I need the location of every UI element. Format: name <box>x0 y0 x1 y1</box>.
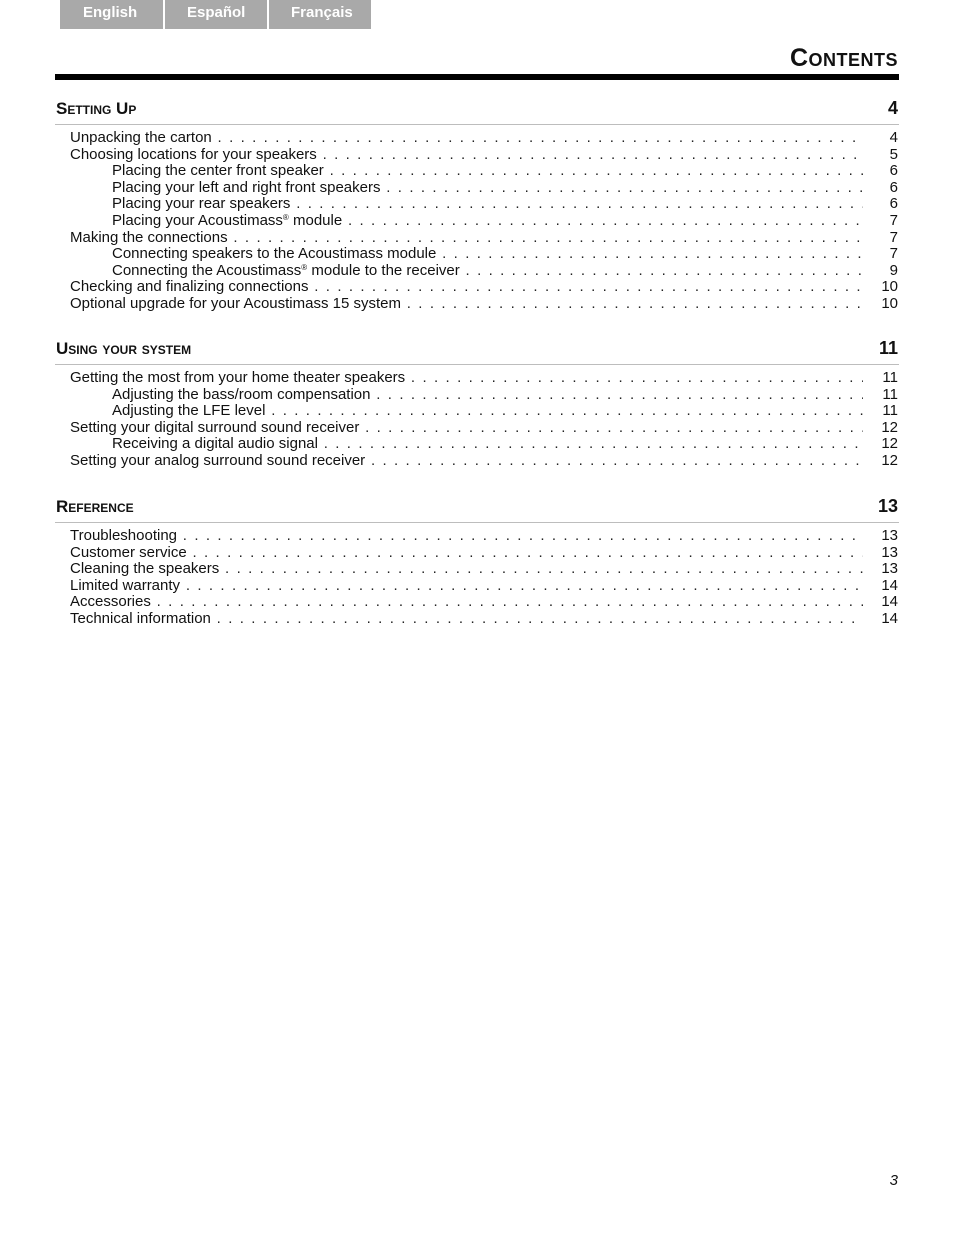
toc-subentry[interactable] <box>55 436 899 453</box>
toc-entry-label: Adjusting the bass/room compensation . . . <box>112 387 863 403</box>
toc-entry[interactable] <box>55 130 899 147</box>
toc-entry-page: 7 <box>889 245 898 263</box>
toc-entry-text-after: module <box>288 212 343 229</box>
toc-entry-page: 7 <box>889 228 898 246</box>
toc-entry[interactable] <box>55 279 899 296</box>
registered-mark: ® <box>282 212 289 222</box>
toc-entry-label: Limited warranty . . . <box>70 578 863 594</box>
toc-entry-page: 9 <box>889 261 898 279</box>
section-header <box>55 98 899 125</box>
toc-section-reference <box>55 496 899 628</box>
toc-entry-label: Troubleshooting . . . <box>70 528 863 544</box>
toc-entry-label: Receiving a digital audio signal . . . <box>112 436 863 452</box>
toc-entry[interactable] <box>55 420 899 437</box>
toc-entry-label <box>112 213 863 229</box>
toc-entry-label: Unpacking the carton . . . <box>70 130 863 146</box>
section-title[interactable]: Setting Up <box>56 99 137 118</box>
toc-subentry[interactable] <box>55 180 899 197</box>
toc-subentry[interactable] <box>55 163 899 180</box>
toc-entry-page: 11 <box>882 385 898 403</box>
page-number: 3 <box>889 1172 898 1189</box>
toc-subentry[interactable] <box>55 263 899 280</box>
toc-entry[interactable] <box>55 147 899 164</box>
toc-entry-page: 14 <box>881 609 898 627</box>
toc-entry-label: Customer service . . . <box>70 545 863 561</box>
toc-subentry[interactable] <box>55 213 899 230</box>
toc-entries <box>55 528 899 628</box>
toc-subentry[interactable] <box>55 387 899 404</box>
toc-entry-page: 14 <box>881 593 898 611</box>
toc-entry-page: 13 <box>881 543 898 561</box>
toc-entry[interactable] <box>55 545 899 562</box>
toc-entry-text: Connecting the Acoustimass <box>112 262 302 279</box>
toc-entry[interactable] <box>55 611 899 628</box>
section-page-number: 13 <box>877 496 898 516</box>
toc-entry-page: 11 <box>882 369 898 386</box>
section-header <box>55 338 899 365</box>
toc-entry-label: Setting your analog surround sound receiver . . . <box>70 453 863 469</box>
toc-entry-text: Placing your Acoustimass <box>112 212 283 229</box>
section-header <box>55 496 899 523</box>
toc-entry-label: Adjusting the LFE level . . . <box>112 403 863 419</box>
toc-entry[interactable] <box>55 296 899 313</box>
toc-entry[interactable] <box>55 578 899 595</box>
toc-entry-page: 10 <box>881 294 898 312</box>
toc-entry-label: Connecting speakers to the Acoustimass module . . . <box>112 246 863 262</box>
toc-entry-page: 13 <box>881 527 898 544</box>
toc-entry-label <box>112 263 863 279</box>
toc-section-using-your-system <box>55 338 899 470</box>
toc-entry[interactable] <box>55 370 899 387</box>
toc-entry[interactable] <box>55 230 899 247</box>
toc-entry[interactable] <box>55 453 899 470</box>
tab-espanol[interactable]: Español <box>165 0 267 29</box>
toc-entry-label: Technical information . . . <box>70 611 863 627</box>
toc-entry-label: Checking and finalizing connections . . . <box>70 279 863 295</box>
toc-subentry[interactable] <box>55 403 899 420</box>
tab-francais[interactable]: Français <box>269 0 371 29</box>
toc-entry-page: 12 <box>881 451 898 469</box>
toc-entry-page: 12 <box>881 435 898 453</box>
toc-entry-page: 11 <box>882 402 898 420</box>
tab-english[interactable]: English <box>60 0 163 29</box>
language-tabs <box>60 0 371 29</box>
toc-entry-page: 6 <box>889 195 898 213</box>
section-page-number: 11 <box>878 338 898 358</box>
toc-entry-page: 12 <box>881 418 898 436</box>
toc-entry-label: Placing your left and right front speakers . . . <box>112 180 863 196</box>
toc-entry-text-after: module to the receiver <box>307 262 460 279</box>
toc-entry-label: Cleaning the speakers . . . <box>70 561 863 577</box>
toc-entry-label: Optional upgrade for your Acoustimass 15 system . . . <box>70 296 863 312</box>
toc-entry-page: 13 <box>881 560 898 578</box>
toc-entry-page: 7 <box>889 211 898 229</box>
toc-entry-label: Accessories . . . <box>70 594 863 610</box>
toc-entry[interactable] <box>55 528 899 545</box>
title-rule <box>55 74 899 80</box>
toc-entry-label: Placing the center front speaker . . . <box>112 163 863 179</box>
toc-entry-page: 6 <box>889 162 898 180</box>
toc-entry-label: Placing your rear speakers . . . <box>112 196 863 212</box>
toc-section-setting-up <box>55 98 899 313</box>
toc-entry-label: Setting your digital surround sound receiver . . . <box>70 420 863 436</box>
toc-entries <box>55 130 899 313</box>
toc-entry-page: 10 <box>881 278 898 296</box>
toc-entry-page: 5 <box>889 145 898 163</box>
toc-entry-label: Making the connections . . . <box>70 230 863 246</box>
section-page-number: 4 <box>887 98 898 118</box>
page-title: Contents <box>789 44 898 72</box>
toc-subentry[interactable] <box>55 246 899 263</box>
toc-entry-page: 6 <box>889 178 898 196</box>
toc-subentry[interactable] <box>55 196 899 213</box>
section-title[interactable]: Using your system <box>56 339 192 358</box>
toc-entry-page: 14 <box>881 576 898 594</box>
toc-entry-page: 4 <box>889 129 898 146</box>
toc-entry-label: Choosing locations for your speakers . . . <box>70 147 863 163</box>
toc-entries <box>55 370 899 470</box>
section-title[interactable]: Reference <box>56 497 134 516</box>
toc-entry[interactable] <box>55 594 899 611</box>
toc-entry[interactable] <box>55 561 899 578</box>
toc-entry-label: Getting the most from your home theater speakers . . . <box>70 370 863 386</box>
registered-mark: ® <box>301 262 308 272</box>
